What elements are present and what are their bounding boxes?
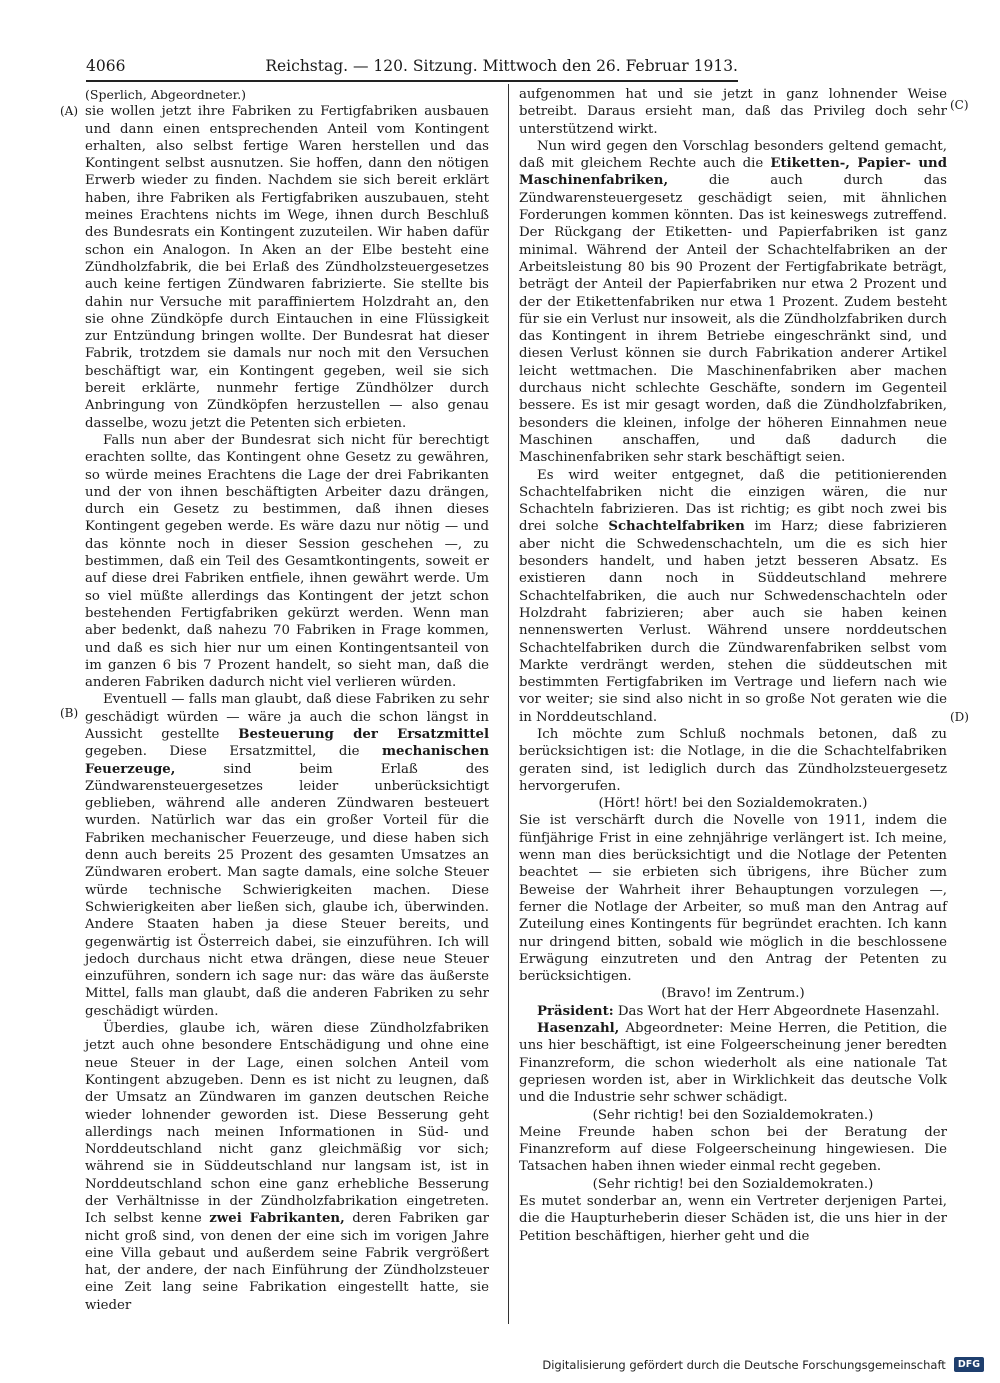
text-run: Überdies, glaube ich, wären diese Zündholzfabriken jetzt auch ohne besondere Entschädigung und ohne eine neue Steuer in der Lage, einen solchen Anteil vom Kontingent abzugeben. Denn es ist nicht zu leugnen, daß der Umsatz an Zündwaren im ganzen deutschen Reiche wieder lohnender geworden ist. Diese Besserung geht allerdings nach meinen Informationen in Süd- und Norddeutschland nicht ganz gleichmäßig vor sich; während sie in Süddeutschland nur langsam ist, ist in Norddeutschland schon eine ganz erhebliche Besserung der Verhältnisse in der Zündholzfabrikation eingetreten. Ich selbst kenne — [85, 1021, 489, 1227]
paragraph: Meine Freunde haben schon bei der Beratung der Finanzreform auf diese Folgeerscheinung hingewiesen. Die Tatsachen haben ihnen wieder einmal recht gegeben. — [519, 1124, 947, 1175]
paragraph — [519, 1003, 947, 1020]
margin-marker-d: (D) — [950, 710, 969, 724]
paragraph: sie wollen jetzt ihre Fabriken zu Fertigfabriken ausbauen und dann einen entsprechenden Anteil vom Kontingent erhalten, also selbst fertige Waren herstellen und das Kontingent selbst ausnutzen. Sie hoffen, dann den nötigen Erwerb wieder zu finden. Nachdem sie sich bereit erklärt haben, ihre Fabriken als Fertigfabriken auszubauen, steht meines Erachtens nichts im Wege, ihnen durch Beschluß des Bundesrats ein Kontingent zuzuteilen. Wir haben dafür schon ein Analogon. In Aken an der Elbe besteht eine Zündholzfabrik, die bei Erlaß des Zündholzsteuergesetzes auch keine fertigen Zündwaren fabrizierte. Sie stellte bis dahin nur Versuche mit paraffiniertem Holzdraht an, den sie ohne Zündköpfe durch Eintauchen in eine Flüssigkeit zur Entzündung bringen wollte. Der Bundesrat hat dieser Fabrik, trotzdem sie damals nur noch mit den Versuchen beschäftigt war, ein Kontingent gegeben, weil sie sich bereit erklärte, nunmehr fertige Zündhölzer durch Anbringung von Zündköpfen herzustellen — also genau dasselbe, wozu jetzt die Petenten sich erbieten. — [85, 104, 489, 431]
margin-marker-b: (B) — [60, 706, 79, 720]
emphasis: mechanischen Feuerzeuge, — [85, 744, 489, 777]
right-column — [519, 86, 947, 1245]
paragraph — [519, 467, 947, 726]
interjection: (Hört! hört! bei den Sozialdemokraten.) — [598, 796, 868, 812]
page-header — [86, 54, 738, 82]
interjection: (Sehr richtig! bei den Sozialdemokraten.) — [592, 1176, 874, 1192]
emphasis: Schachtelfabriken — [608, 519, 745, 535]
emphasis: Besteuerung der Ersatzmittel — [238, 726, 489, 742]
speaker-label: Präsident: — [537, 1003, 614, 1019]
footer — [542, 1357, 984, 1372]
interjection: (Bravo! im Zentrum.) — [661, 986, 805, 1002]
speaker-heading: (Sperlich, Abgeordneter.) — [85, 87, 247, 102]
column-divider — [508, 84, 509, 1324]
left-column — [85, 86, 489, 1314]
text-run: sind beim Erlaß des Zündwarensteuergesetzes leider unberücksichtigt geblieben, während alle anderen Zündwaren besteuert wurden. Natürlich war das ein großer Vorteil für die Fabriken mechanischer Feuerzeuge, und diese haben sich denn auch bereits 25 Prozent des gesamten Umsatzes an Zündwaren erobert. Man sagte damals, eine solche Steuer würde technische Schwierigkeiten machen. Diese Schwierigkeiten aber ließen sich, glaube ich, überwinden. Andere Staaten haben ja diese Steuer bereits, und gegenwärtig ist Österreich dabei, sie einzuführen. Ich will jedoch durchaus nicht etwa drängen, diese neue Steuer einzuführen, sondern ich sage nur: das wäre das äußerste Mittel, falls man glaubt, daß die anderen Fabriken zu sehr geschädigt würden. — [85, 761, 489, 1019]
paragraph — [85, 1020, 489, 1314]
text-run: gegeben. Diese Ersatzmittel, die — [85, 744, 382, 760]
text-run: Eventuell — falls man glaubt, daß diese Fabriken zu sehr geschädigt würden — wäre ja auch die schon längst in Aussicht gestellte — [85, 692, 489, 742]
margin-marker-a: (A) — [60, 104, 79, 118]
running-title: Reichstag. — 120. Sitzung. Mittwoch den 26. Februar 1913. — [265, 57, 738, 75]
paragraph — [85, 691, 489, 1020]
paragraph: aufgenommen hat und sie jetzt in ganz lohnender Weise betreibt. Daraus ersieht man, daß das Privileg doch sehr unterstützend wirkt. — [519, 87, 947, 137]
interjection: (Sehr richtig! bei den Sozialdemokraten.) — [592, 1107, 874, 1123]
page-number: 4066 — [86, 57, 126, 75]
paragraph: Sie ist verschärft durch die Novelle von 1911, indem die fünfjährige Frist in eine zehnjährige verlängert ist. Ich meine, wenn man dies berücksichtigt und die Notlage der Petenten beachtet — sie erbieten sich übrigens, ihre Bücher zum Beweise der Wahrheit ihrer Behauptungen vorzulegen —, ferner die Notlage der Arbeiter, so muß man den Antrag auf Zuteilung eines Kontingents für begründet erachten. Ich kann nur dringend bitten, sobald wie möglich in die beschlossene Erwägung einzutreten und den Antrag der Petenten zu berücksichtigen. — [519, 813, 947, 985]
emphasis: zwei Fabrikanten, — [209, 1211, 345, 1227]
emphasis: Etiketten-, Papier- und Maschinenfabriken, — [519, 156, 947, 189]
margin-marker-c: (C) — [950, 98, 969, 112]
text-run: Abgeordneter: Meine Herren, die Petition, die uns hier beschäftigt, ist eine Folgeerscheinung jener beredten Finanzreform, die schon wiederholt als eine nationale Tat gepriesen worden ist, aber in Wirklichkeit das deutsche Volk und die Industrie sehr schwer schädigt. — [519, 1021, 947, 1106]
text-run: die auch durch das Zündwarensteuergesetz geschädigt seien, mit ähnlichen Forderungen kommen könnten. Das ist keineswegs zutreffend. Der Rückgang der Etiketten- und Papierfabriken ist ganz minimal. Während der Anteil der Schachtelfabriken an der Arbeitsleistung 80 bis 90 Prozent der Fertigfabrikate beträgt, beträgt der Anteil der Papierfabriken nur etwa 2 Prozent und der der Etikettenfabriken nur etwa 1 Prozent. Zudem besteht für sie ein Verlust nur insoweit, als die Zündholzfabriken durch das Kontingent in ihrem Betriebe eingeschränkt sind, und diesen Verlust können sie durch Fabrikation anderer Artikel leicht wettmachen. Die Maschinenfabriken aber machen durchaus nicht schlechte Geschäfte, sondern im Gegenteil bessere. Es ist mir gesagt worden, daß die Zündholzfabriken, besonders die kleinen, infolge der höheren Einnahmen neue Maschinen anschaffen, und daß dadurch die Maschinenfabriken sehr stark beschäftigt seien. — [519, 173, 947, 466]
text-run: Nun wird gegen den Vorschlag besonders geltend gemacht, daß mit gleichem Rechte auch die — [519, 138, 947, 172]
paragraph: Ich möchte zum Schluß nochmals betonen, daß zu berücksichtigen ist: die Notlage, in die die Schachtelfabriken geraten sind, ist lediglich durch das Zündholzsteuergesetz hervorgerufen. — [519, 726, 947, 794]
paragraph — [519, 1020, 947, 1106]
text-run: Es wird weiter entgegnet, daß die petitionierenden Schachtelfabriken nicht die einzigen wären, die nur Schachteln fabrizieren. Das ist richtig; es gibt noch zwei bis drei solche — [519, 467, 947, 535]
text-run: im Harz; diese fabrizieren aber nicht die Schwedenschachteln, um die es sich hier besonders handelt, und haben jetzt besseren Absatz. Es existieren dann noch in Süddeutschland mehrere Schachtelfabriken, die auch nur Schwedenschachteln oder Holzdraht fabrizieren; aber auch sie haben keinen nennenswerten Verlust. Während unsere norddeutschen Schachtelfabriken durch die Zündwarenfabriken selbst vom Markte verdrängt werden, stehen die süddeutschen mit bestimmten Fertigfabriken im Vertrage und liefern nach wie vor weiter; sie sind also nicht in so große Not geraten wie die in Norddeutschland. — [519, 519, 947, 725]
footer-credit: Digitalisierung gefördert durch die Deutsche Forschungsgemeinschaft — [542, 1357, 946, 1372]
text-run: deren Fabriken gar nicht groß sind, von denen der eine sich im vorigen Jahre eine Villa gebaut und außerdem seine Fabrik vergrößert hat, der andere, der nach Einführung der Zündholzsteuer eine Zeit lang seine Fabrikation eingestellt hatte, sie wieder — [85, 1211, 489, 1313]
dfg-logo-icon: DFG — [954, 1357, 984, 1372]
text-run: Das Wort hat der Herr Abgeordnete Hasenzahl. — [613, 1003, 940, 1019]
paragraph: Es mutet sonderbar an, wenn ein Vertreter derjenigen Partei, die die Haupturheberin dieser Schäden ist, die uns hier in der Petition beschäftigen, hierher geht und die — [519, 1194, 947, 1244]
paragraph — [519, 138, 947, 467]
speaker-label: Hasenzahl, — [537, 1021, 620, 1037]
paragraph: Falls nun aber der Bundesrat sich nicht für berechtigt erachten sollte, das Kontingent ohne Gesetz zu gewähren, so würde meines Erachtens die Lage der drei Fabrikanten und der von ihnen beschäftigten Arbeiter dazu drängen, durch ein Gesetz zu bestimmen, daß ihnen dieses Kontingent gegeben werde. Es wäre dazu nur nötig — und das könnte noch in dieser Session geschehen —, zu bestimmen, daß ein Teil des Gesamtkontingents, soweit er auf diese drei Fabriken entfiele, ihnen gewährt werde. Um so viel müßte allerdings das Kontingent der jetzt schon bestehenden Fertigfabriken gekürzt werden. Wenn man aber bedenkt, daß nahezu 70 Fabriken in Frage kommen, und daß es sich hier nur um einen Kontingentsanteil von im ganzen 6 bis 7 Prozent handelt, so sieht man, daß die anderen Fabriken dadurch nicht viel verlieren würden. — [85, 432, 489, 691]
